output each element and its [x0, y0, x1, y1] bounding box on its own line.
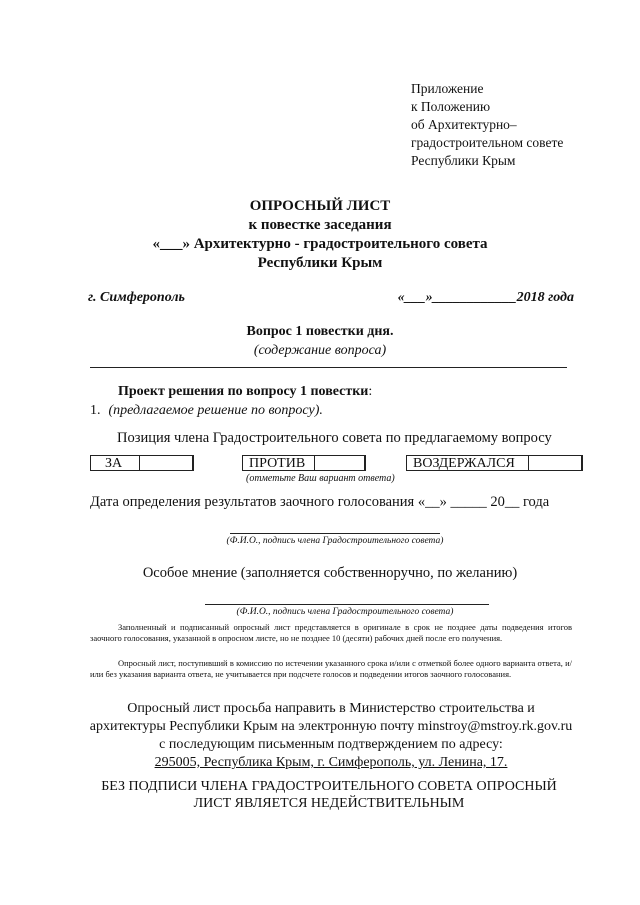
- title-line: к повестке заседания: [248, 217, 392, 233]
- city-label: г. Симферополь: [88, 290, 185, 305]
- appendix-note: [411, 80, 563, 170]
- position-label: Позиция члена Градостроительного совета по предлагаемому вопросу: [117, 430, 552, 446]
- question-divider: [90, 367, 567, 368]
- vote-note: (отметьте Ваш вариант ответа): [246, 473, 395, 484]
- special-opinion-label: Особое мнение (заполняется собственноручно, по желанию): [142, 565, 518, 581]
- question-title: Вопрос 1 повестки дня.: [246, 324, 394, 339]
- project-heading: [118, 384, 372, 400]
- vote-option-abstain[interactable]: [406, 455, 582, 471]
- project-item-number: 1.: [90, 403, 101, 418]
- validity-warning: [0, 778, 640, 812]
- project-item: [90, 403, 323, 419]
- note-text: Заполненный и подписанный опросный лист представляется в оригинале в срок не позднее даты подведения итогов заочного голосования, указанной в опросном листе, но не позднее 10 (десяти) рабочих дней после его получения.: [90, 622, 572, 643]
- warning-line: БЕЗ ПОДПИСИ ЧЛЕНА ГРАДОСТРОИТЕЛЬНОГО СОВЕТА ОПРОСНЫЙ: [101, 779, 557, 794]
- question-subtitle: (содержание вопроса): [253, 343, 387, 358]
- project-item-text: (предлагаемое решение по вопросу).: [108, 403, 323, 418]
- note-paragraph: [90, 622, 572, 644]
- send-line: с последующим письменным подтверждением по адресу:: [159, 737, 503, 752]
- title-line: ОПРОСНЫЙ ЛИСТ: [249, 198, 391, 214]
- vote-checkbox-against[interactable]: [314, 455, 366, 471]
- note-text: Опросный лист, поступивший в комиссию по истечении указанного срока и/или с отметкой более одного варианта ответа, и/или без указания варианта ответа, не учитывается при подсчете голосов и подведении итогов заочного голосования.: [90, 658, 572, 679]
- vote-option-label: ПРОТИВ: [249, 456, 306, 471]
- appendix-line: Республики Крым: [411, 153, 516, 168]
- appendix-line: Приложение: [411, 81, 484, 96]
- results-date-line: Дата определения результатов заочного голосования «__» _____ 20__ года: [90, 494, 550, 510]
- title-line: Республики Крым: [257, 255, 383, 271]
- warning-line: ЛИСТ ЯВЛЯЕТСЯ НЕДЕЙСТВИТЕЛЬНЫМ: [193, 796, 465, 811]
- vote-option-for[interactable]: [90, 455, 193, 471]
- send-line: архитектуры Республики Крым на электронную почту minstroy@mstroy.rk.gov.ru: [89, 719, 573, 734]
- vote-option-against[interactable]: [242, 455, 365, 471]
- project-heading-colon: :: [368, 384, 373, 399]
- appendix-line: к Положению: [411, 99, 491, 114]
- appendix-line: об Архитектурно–: [411, 117, 517, 132]
- vote-option-label: ВОЗДЕРЖАЛСЯ: [413, 456, 515, 471]
- signature-caption: (Ф.И.О., подпись члена Градостроительного совета): [226, 536, 444, 546]
- project-heading-text: Проект решения по вопросу 1 повестки: [118, 384, 369, 399]
- send-instructions: [0, 700, 640, 772]
- note-paragraph: [90, 658, 572, 680]
- title-line: «___» Архитектурно - градостроительного совета: [152, 236, 488, 252]
- vote-checkbox-for[interactable]: [139, 455, 194, 471]
- signature-line[interactable]: [230, 533, 440, 534]
- send-address: 295005, Республика Крым, г. Симферополь, ул. Ленина, 17.: [154, 755, 508, 770]
- document-date: «___»____________2018 года: [397, 290, 574, 305]
- signature-caption: (Ф.И.О., подпись члена Градостроительного совета): [236, 607, 454, 617]
- send-line: Опросный лист просьба направить в Министерство строительства и: [127, 701, 535, 716]
- vote-checkbox-abstain[interactable]: [528, 455, 583, 471]
- vote-option-label: ЗА: [105, 456, 123, 471]
- signature-line[interactable]: [205, 604, 489, 605]
- appendix-line: градостроительном совете: [411, 135, 564, 150]
- document-title: [0, 197, 640, 273]
